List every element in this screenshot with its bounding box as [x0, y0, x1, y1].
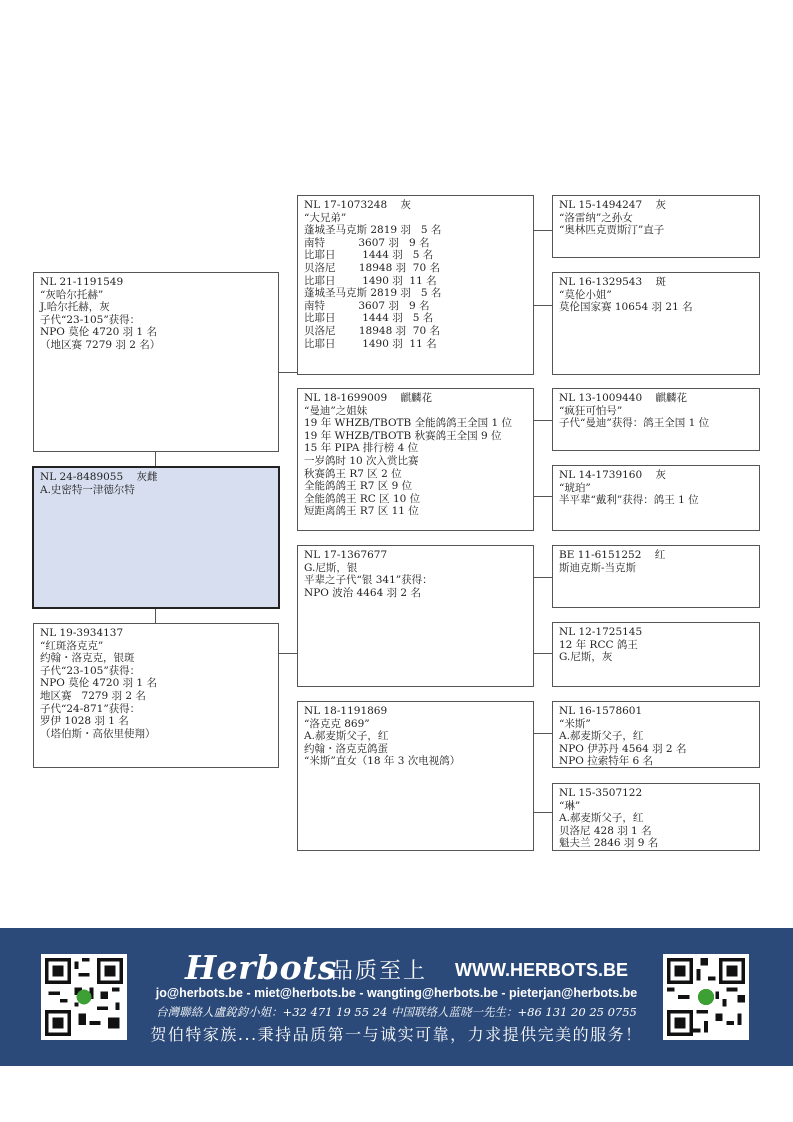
card-line: “灰哈尔托赫”	[40, 288, 104, 301]
connector	[533, 420, 552, 421]
card-line: 比耶日 1490 羽 11 名	[304, 274, 437, 287]
card-line: 斯迪克斯-当克斯	[559, 561, 637, 574]
card-line: 蓬城圣马克斯 2819 羽 5 名	[304, 287, 442, 300]
card-line: G.尼斯，银	[304, 561, 358, 574]
card-line: A.郝麦斯父子，红	[559, 812, 644, 825]
card-line: 魁夫兰 2846 羽 9 名	[559, 837, 659, 850]
card-line: NL 18-1191869	[304, 705, 388, 717]
pedigree-card-sire-sire	[297, 195, 534, 375]
connector	[155, 451, 156, 467]
card-line: “洛克克 869”	[304, 717, 370, 730]
card-line: A.郝麦斯父子，红	[559, 730, 644, 743]
card-line: “琳”	[559, 799, 581, 812]
card-line: “疯狂可怕号”	[559, 404, 623, 417]
card-line: （地区赛 7279 羽 2 名）	[40, 338, 161, 351]
card-line: 子代“曼迪”获得：鸽王全国 1 位	[559, 417, 710, 430]
connector	[533, 577, 552, 578]
brand-logo: Herbots	[185, 948, 337, 987]
card-line: 贝洛尼 428 羽 1 名	[559, 824, 652, 837]
card-line: “红斑洛克克”	[40, 639, 104, 652]
card-line: 19 年 WHZB/TBOTB 全能鸽鸽王全国 1 位	[304, 417, 512, 430]
card-line: 子代“24-871”获得：	[40, 702, 141, 715]
card-line: 全能鸽鸽王 RC 区 10 位	[304, 492, 421, 505]
card-line: 莫伦国家赛 10654 羽 21 名	[559, 301, 693, 314]
pedigree-card-sss	[552, 195, 760, 258]
card-line: 南特 3607 羽 9 名	[304, 236, 430, 249]
card-line: 比耶日 1490 羽 11 名	[304, 337, 437, 350]
brand-slogan: 品质至上	[331, 959, 428, 984]
card-line: NL 21-1191549	[40, 276, 124, 288]
pedigree-card-sire	[33, 272, 279, 452]
pedigree-card-dam-sire	[297, 545, 534, 687]
card-line: 地区赛 7279 羽 2 名	[40, 689, 146, 702]
pedigree-card-dam-dam	[297, 701, 534, 851]
card-line: NL 13-1009440 麒麟花	[559, 392, 688, 404]
card-line: NL 19-3934137	[40, 627, 124, 639]
card-line: NPO 拉索特年 6 名	[559, 755, 654, 768]
card-line: 半平辈“戴利”获得：鸽王 1 位	[559, 494, 699, 507]
card-line: 12 年 RCC 鸽王	[559, 638, 638, 651]
card-line: NPO 莫伦 4720 羽 1 名	[40, 677, 157, 690]
card-line: 蓬城圣马克斯 2819 羽 5 名	[304, 224, 442, 237]
card-line: 贝洛尼 18948 羽 70 名	[304, 261, 440, 274]
card-line: 15 年 PIPA 排行榜 4 位	[304, 442, 419, 455]
card-line: NPO 波治 4464 羽 2 名	[304, 586, 421, 599]
card-line: “大兄弟”	[304, 211, 347, 224]
connector	[533, 305, 552, 306]
connector	[278, 372, 297, 373]
card-line: 全能鸽鸽王 R7 区 9 位	[304, 480, 413, 493]
connector	[533, 230, 552, 231]
pedigree-card-subject	[32, 466, 280, 609]
pedigree-card-ssd	[552, 272, 760, 375]
connector	[533, 812, 552, 813]
card-line: NL 12-1725145	[559, 626, 643, 638]
card-line: （塔伯斯・高依里使翔）	[40, 727, 156, 740]
card-line: NL 16-1578601	[559, 705, 643, 717]
card-line: A.郝麦斯父子，红	[304, 730, 389, 743]
card-line: BE 11-6151252 红	[559, 549, 666, 561]
brand-row	[185, 948, 628, 988]
card-line: 秋赛鸽王 R7 区 2 位	[304, 467, 402, 480]
card-line: 平辈之子代“银 341”获得：	[304, 574, 433, 587]
footer-tagline: 贺伯特家族...秉持品质第一与诚实可靠，力求提供完美的服务！	[150, 1025, 643, 1044]
card-line: 约翰・洛克克，银斑	[40, 652, 135, 665]
card-line: 短距离鸽王 R7 区 11 位	[304, 505, 419, 518]
pedigree-card-ddd	[552, 783, 760, 851]
connector	[533, 496, 552, 497]
card-line: NL 18-1699009 麒麟花	[304, 392, 433, 404]
card-line: 一岁鸽时 10 次入赏比赛	[304, 454, 419, 467]
pedigree-card-sds	[552, 388, 760, 451]
card-line: “洛雷纳”之孙女	[559, 211, 633, 224]
pedigree-card-sire-dam	[297, 388, 534, 531]
card-line: 比耶日 1444 羽 5 名	[304, 312, 434, 325]
card-line: “莫伦小姐”	[559, 288, 612, 301]
connector	[533, 653, 552, 654]
card-line: “曼迪”之姐妹	[304, 404, 368, 417]
card-line: “琥珀”	[559, 481, 591, 494]
contact-phones: 台灣聯絡人盧銳鈞小姐：+32 471 19 55 24 中国联络人蓝晓一先生：+86 131 20 25 0755	[156, 1005, 637, 1019]
pedigree-card-dam	[33, 623, 279, 768]
card-line: 比耶日 1444 羽 5 名	[304, 249, 434, 262]
card-line: 罗伊 1028 羽 1 名	[40, 715, 129, 728]
pedigree-card-dds	[552, 701, 760, 768]
connector	[155, 608, 156, 624]
card-line: 南特 3607 羽 9 名	[304, 299, 430, 312]
card-line: NPO 莫伦 4720 羽 1 名	[40, 326, 157, 339]
card-line: NL 15-1494247 灰	[559, 199, 667, 211]
card-line: NL 24-8489055 灰雌	[40, 471, 158, 483]
website-link[interactable]: WWW.HERBOTS.BE	[455, 960, 628, 980]
pedigree-card-dss	[552, 545, 760, 608]
card-line: 贝洛尼 18948 羽 70 名	[304, 324, 440, 337]
card-line: NL 15-3507122	[559, 787, 643, 799]
card-line: NL 17-1073248 灰	[304, 199, 412, 211]
connector	[278, 653, 297, 654]
card-line: “米斯”	[559, 717, 591, 730]
connector	[533, 733, 552, 734]
card-line: 约翰・洛克克鸽蛋	[304, 742, 388, 755]
card-line: NPO 伊苏丹 4564 羽 2 名	[559, 742, 687, 755]
card-line: NL 14-1739160 灰	[559, 469, 667, 481]
card-line: 子代“23-105”获得：	[40, 664, 141, 677]
card-line: 19 年 WHZB/TBOTB 秋赛鸽王全国 9 位	[304, 429, 502, 442]
pedigree-card-dsd	[552, 622, 760, 687]
card-line: 子代“23-105”获得：	[40, 313, 141, 326]
card-line: “米斯”直女（18 年 3 次电视鸽）	[304, 755, 461, 768]
card-line: G.尼斯，灰	[559, 651, 613, 664]
pedigree-card-sdd	[552, 465, 760, 531]
card-line: NL 17-1367677	[304, 549, 388, 561]
card-line: NL 16-1329543 斑	[559, 276, 667, 288]
card-line: “奥林匹克贾斯汀”直子	[559, 224, 665, 237]
card-line: J.哈尔托赫，灰	[40, 301, 110, 314]
footer-banner	[0, 928, 793, 1066]
card-line: A.史密特一津德尔特	[40, 483, 135, 496]
contact-emails[interactable]: jo@herbots.be - miet@herbots.be - wangting@herbots.be - pieterjan@herbots.be	[155, 986, 638, 1000]
